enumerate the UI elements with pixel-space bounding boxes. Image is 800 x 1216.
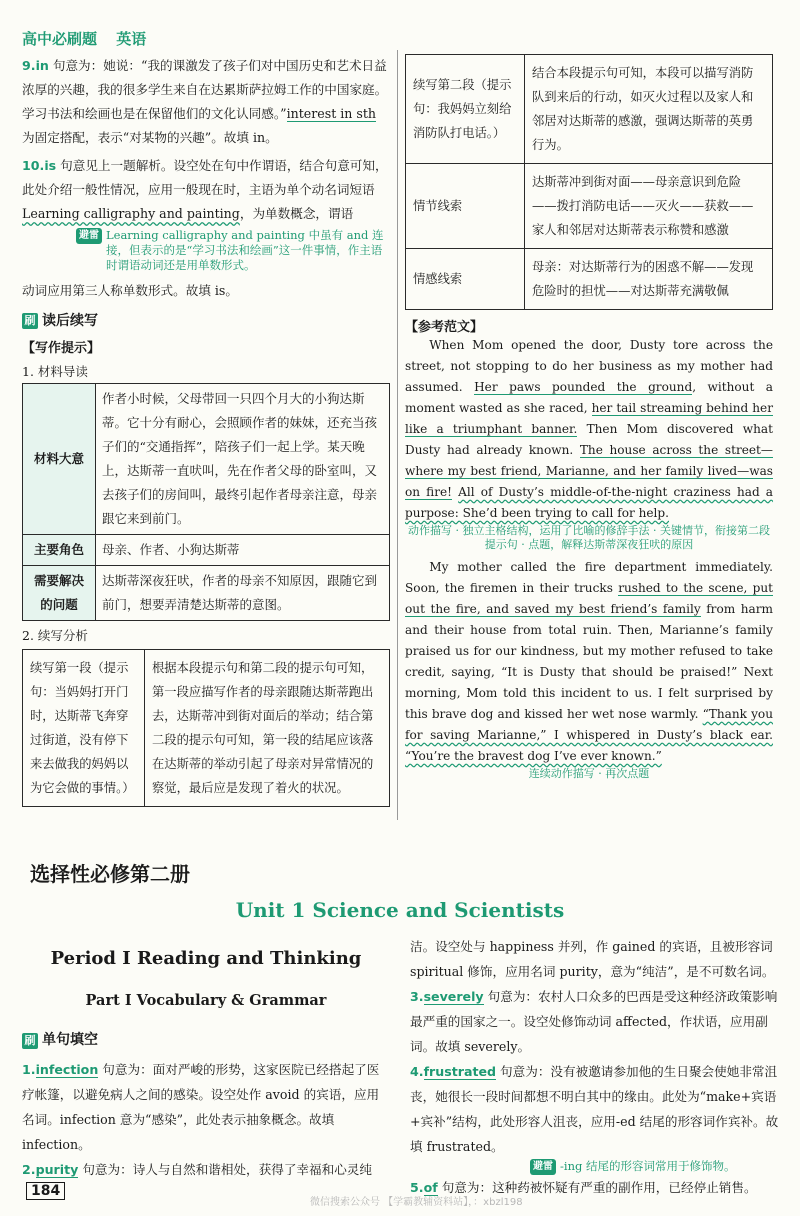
q9-phrase: interest in sth <box>286 106 377 121</box>
item-4-note-text: -ing 结尾的形容词常用于修饰物。 <box>560 1159 736 1173</box>
table-key: 续写第一段（提示句：当妈妈打开门时，达斯蒂飞奔穿过街道，没有停下来去做我的妈妈以为它会做的事情。） <box>23 650 145 807</box>
left-column <box>22 54 390 807</box>
q9-text-end: 为固定搭配，表示“对某物的兴趣”。故填 in。 <box>22 130 278 145</box>
table-row <box>23 535 390 566</box>
right-column <box>405 54 773 786</box>
item-number: 3. <box>410 989 424 1004</box>
item-answer: severely <box>423 989 484 1004</box>
essay-gloss: 关键情节，衔接第二段提示句 <box>484 524 770 551</box>
essay-paragraph-2 <box>405 557 773 767</box>
essay-glosses-1: 动作描写 · 独立主格结构，运用了比喻的修辞手法 · 关键情节，衔接第二段提示句 · 点题，解释达斯蒂深夜狂吠的原因 <box>408 524 770 551</box>
item-text: 句意为：诗人与自然和谐相处，获得了幸福和心灵纯 <box>78 1162 372 1177</box>
q10-answer: is <box>44 158 57 173</box>
writing-hint-title: 【写作提示】 <box>22 341 101 356</box>
essay-paragraph-1 <box>405 335 773 524</box>
table-key: 情感线索 <box>406 249 525 310</box>
table-row <box>406 55 773 164</box>
item-answer: purity <box>35 1162 79 1177</box>
essay-text: from harm and their house from total ruin. Then, Marianne’s family praised us for our kindness, but my mother refused to take credit, saying, “It is Dusty that should be praised!” Next morning, Mom told this incident to us. I felt surprised by this brave dog and kissed her wet nose warmly. <box>405 602 773 721</box>
subject: 英语 <box>116 30 147 48</box>
column-divider <box>397 50 398 820</box>
essay-gloss: 动作描写 <box>408 524 452 537</box>
brush-icon: 刷 <box>22 1033 38 1049</box>
table-value: 母亲、作者、小狗达斯蒂 <box>96 535 390 566</box>
item-text: 句意为：没有被邀请参加他的生日聚会使她非常沮丧，她很长一段时间都想不明白其中的缘由。此处为“make+宾语+宾补”结构，此处形容人沮丧，应用-ed 结尾的形容词作宾补。故填 frustrated。 <box>410 1064 779 1154</box>
q10-phrase: Learning calligraphy and painting <box>22 206 240 221</box>
continuation-section-title <box>22 309 390 333</box>
item-number: 4. <box>410 1064 424 1079</box>
table-value: 根据本段提示句和第二段的提示句可知，第一段应描写作者的母亲跟随达斯蒂跑出去，达斯蒂冲到街对面后的举动；结合第二段的提示句可知，第一段的结尾应该落在达斯蒂的举动引起了母亲对异常情况的察觉，最后应是发现了着火的状况。 <box>145 650 390 807</box>
q10-text-end: 动词应用第三人称单数形式。故填 is。 <box>22 283 238 298</box>
table-row <box>23 384 390 535</box>
sample-essay-title: 【参考范文】 <box>405 320 484 335</box>
table-value: 作者小时候，父母带回一只四个月大的小狗达斯蒂。它十分有耐心，会照顾作者的妹妹，还充当孩子们的“交通指挥”，陪孩子们一起上学。某天晚上，达斯蒂一直吠叫，先在作者父母的卧室叫，又去孩子们的房间叫，最终引起作者母亲注意，母亲跟它来到前门。 <box>96 384 390 535</box>
essay-gloss: 独立主格结构，运用了比喻的修辞手法 <box>462 524 650 537</box>
table-row <box>23 650 390 807</box>
table-value: 达斯蒂深夜狂吠，作者的母亲不知原因，跟随它到前门，想要弄清楚达斯蒂的意图。 <box>96 566 390 621</box>
essay-gloss: 点题，解释达斯蒂深夜狂吠的原因 <box>528 538 694 551</box>
unit-title: Unit 1 Science and Scientists <box>235 898 565 922</box>
part-title: Part Ⅰ Vocabulary & Grammar <box>85 992 327 1009</box>
item-number: 2. <box>22 1162 36 1177</box>
table-key: 续写第二段（提示句：我妈妈立刻给消防队打电话。） <box>406 55 525 164</box>
item-text: 句意为：面对严峻的形势，这家医院已经搭起了医疗帐篷，以避免病人之间的感染。设空处作 avoid 的宾语，应用名词。infection 意为“感染”，此处表示抽象概念。故填 infection。 <box>22 1062 380 1152</box>
item-4-note <box>530 1159 780 1175</box>
essay-text: , without a moment wasted as she raced, <box>405 380 773 415</box>
table-value: 母亲：对达斯蒂行为的困惑不解——发现危险时的担忧——对达斯蒂充满敬佩 <box>525 249 773 310</box>
sample-essay <box>405 335 773 781</box>
fill-item-2-continued: 洁。设空处与 happiness 并列，作 gained 的宾语，且被形容词 spiritual 修饰，应用名词 purity，意为“纯洁”，是不可数名词。 <box>410 939 775 979</box>
essay-highlight: rushed to the scene, put out the fire, and saved my best friend’s family <box>405 581 773 616</box>
q10-note <box>76 228 390 273</box>
warning-badge-icon: 避雷 <box>76 228 102 244</box>
analysis-table-part2 <box>405 54 773 310</box>
essay-highlight: Her paws pounded the ground <box>474 380 693 394</box>
page-number: 184 <box>26 1182 65 1200</box>
table-value: 结合本段提示句可知，本段可以描写消防队到来后的行动，如灭火过程以及家人和邻居对达斯蒂的感激，强调达斯蒂的英勇行为。 <box>525 55 773 164</box>
fill-section-title <box>22 1028 390 1053</box>
table-key: 情节线索 <box>406 164 525 249</box>
item-text: 句意为：这种药被怀疑有严重的副作用，已经停止销售。 <box>437 1180 757 1195</box>
table-row <box>406 164 773 249</box>
table-key: 主要角色 <box>23 535 96 566</box>
essay-gloss: 连续动作描写 <box>528 767 595 780</box>
essay-highlight: The house across the street—where my best friend, Marianne, and her family lived—was on fire! <box>405 443 773 499</box>
analysis-table-part1 <box>22 649 390 807</box>
item-number: 5. <box>410 1180 424 1195</box>
running-header <box>22 28 160 49</box>
warning-badge-icon: 避雷 <box>530 1159 556 1175</box>
fill-blank-right <box>410 934 780 1200</box>
analysis-subtitle: 2. 续写分析 <box>22 628 88 643</box>
item-answer: infection <box>35 1062 99 1077</box>
essay-text: My mother called the fire department immediately. Soon, the firemen in their trucks <box>405 560 773 595</box>
item-text: 句意为：农村人口众多的巴西是受这种经济政策影响最严重的国家之一。设空处修饰动词 affected，作状语，应用副词。故填 severely。 <box>410 989 778 1054</box>
q9-answer: in <box>35 58 49 73</box>
table-row <box>406 249 773 310</box>
q9-number: 9. <box>22 58 36 73</box>
table-key: 材料大意 <box>23 384 96 535</box>
material-subtitle: 1. 材料导读 <box>22 364 88 379</box>
fill-item-3 <box>410 984 780 1059</box>
essay-highlight: her tail streaming behind her like a triumphant banner. <box>405 401 773 436</box>
fill-blank-left <box>22 1028 390 1182</box>
fill-item-1 <box>22 1057 390 1157</box>
section-title: 单句填空 <box>42 1032 98 1048</box>
q10-number: 10. <box>22 158 45 173</box>
fill-item-4 <box>410 1059 780 1159</box>
essay-highlight: “Thank you for saving Marianne,” I whispered in Dusty’s black ear. “You’re the bravest dog I’ve ever known.” <box>405 707 773 763</box>
period-title: Period Ⅰ Reading and Thinking <box>50 948 362 969</box>
q9-text: 句意为：她说：“我的课激发了孩子们对中国历史和艺术日益浓厚的兴趣，我的很多学生来自在达累斯萨拉姆工作的中国家庭。学习书法和绘画也是在保留他们的文化认同感。” <box>22 58 388 121</box>
item-answer: frustrated <box>423 1064 497 1079</box>
table-value: 达斯蒂冲到街对面——母亲意识到危险——拨打消防电话——灭火——获救——家人和邻居对达斯蒂表示称赞和感激 <box>525 164 773 249</box>
question-10 <box>22 154 390 226</box>
brush-icon: 刷 <box>22 313 38 329</box>
essay-text: When Mom opened the door, Dusty tore across the street, not stopping to do her business as my mother had assumed. <box>405 338 773 394</box>
material-table <box>22 383 390 621</box>
essay-glosses-2: 连续动作描写 · 再次点题 <box>528 767 650 780</box>
essay-highlight: All of Dusty’s middle-of-the-night craziness had a purpose: She’d been trying to call for help. <box>405 485 774 520</box>
table-key: 需要解决的问题 <box>23 566 96 621</box>
table-row <box>23 566 390 621</box>
q10-note-text: Learning calligraphy and painting 中虽有 and 连接，但表示的是“学习书法和绘画”这一件事情，作主语时谓语动词还是用单数形式。 <box>106 228 384 272</box>
q10-text-mid: ，为单数概念，谓语 <box>239 206 354 221</box>
essay-gloss: 再次点题 <box>605 767 650 780</box>
q10-text: 句意见上一题解析。设空处在句中作谓语，结合句意可知，此处介绍一般性情况，应用一般现在时，主语为单个动名词短语 <box>22 158 388 197</box>
watermark: 微信搜索公众号 【学霸教辅资料站】，：xbzl198 <box>310 1197 523 1208</box>
section-title: 读后续写 <box>42 313 98 329</box>
essay-text: Then Mom discovered what Dusty had already known. <box>405 422 774 457</box>
fill-item-2 <box>22 1157 390 1182</box>
book-series: 高中必刷题 <box>22 30 98 48</box>
item-answer: of <box>423 1180 438 1195</box>
book-title: 选择性必修第二册 <box>30 862 190 886</box>
item-number: 1. <box>22 1062 36 1077</box>
question-9 <box>22 54 390 150</box>
